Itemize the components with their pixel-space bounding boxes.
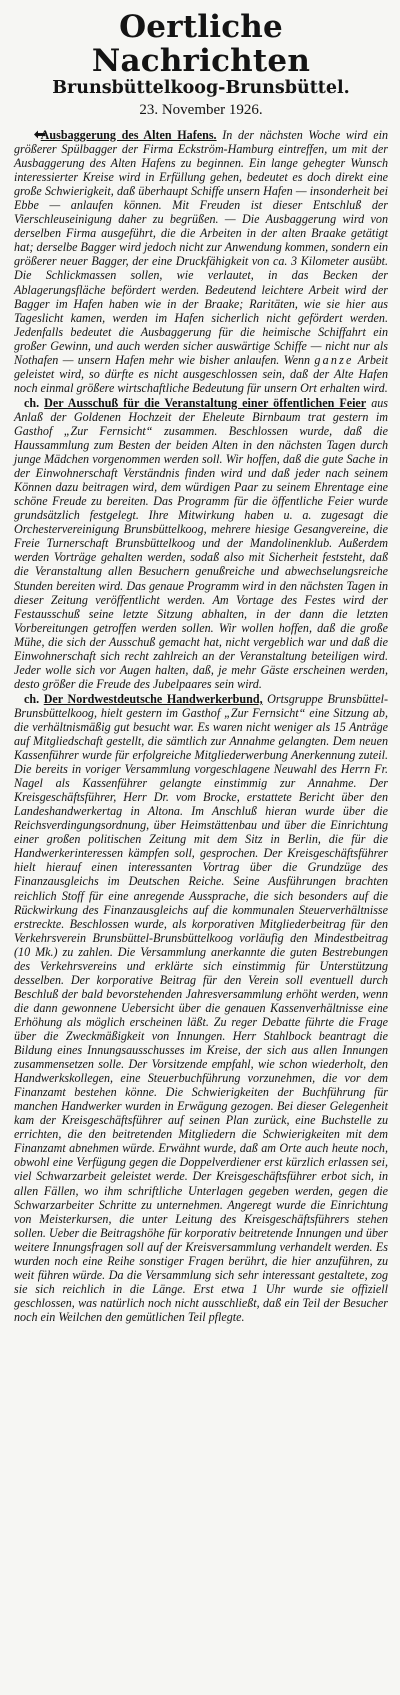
article-craftsmen-federation: [14, 692, 388, 1324]
article-headline: Der Ausschuß für die Veranstaltung einer öffentlichen Feier: [44, 395, 367, 410]
article-column: [14, 128, 388, 1324]
article-text: Arbeit geleistet wird, so dürfte es nicht ausgeschlossen sein, daß der Alte Hafen noch einmal größere wirtschaftliche Bedeutung für unsern Ort erhalten wird.: [14, 352, 388, 395]
article-headline: Ausbaggerung des Alten Hafens.: [40, 128, 217, 142]
article-source-mark: ch.: [24, 691, 40, 706]
article-harbor-dredging: [14, 128, 388, 395]
article-source-mark: ch.: [24, 395, 40, 410]
dateline: 23. November 1926.: [139, 102, 263, 118]
section-subtitle: Brunsbüttelkoog-Brunsbüttel.: [52, 78, 350, 98]
article-golden-wedding-committee: [14, 396, 388, 691]
article-text: Ortsgruppe Brunsbüttel-Brunsbüttelkoog, hielt gestern im Gasthof „Zur Fernsicht“ eine Sitzung ab, die verhältnismäßig gut besucht war. Es waren nicht weniger als 15 Anträge auf Mitgliedschaft gestellt, die sämtlich zur Annahme gelangten. Dem neuen Kassenführer wurde für erfolgreiche Mitgliederwerbung Anerkennung zuteil. Die bereits in voriger Versammlung vorgeschlagene Neuwahl des Herrn Fr. Nagel als Kassenführer gelangte einstimmig zur Annahme. Der Kreisgeschäftsführer, Herr Dr. vom Brocke, erstattete Bericht über den Landeshandwerkertag in Altona. Im Anschluß hieran wurde über die Reichsverdingungsordnung, über Heimstättenbau und über die Einrichtung einer großen politischen Zeitung mit dem Sitz in Berlin, die für die Handwerkerinteressen kämpfen soll, gesprochen. Der Kreisgeschäftsführer hielt hierauf einen interessanten Vortrag über die Grundzüge des Finanzausgleichs im Deutschen Reiche. Seine Ausführungen brachten reichlich Stoff für eine anregende Aussprache, die sich besonders auf die Rückwirkung des Finanzausgleichs auf die kommunalen Steuerverhältnisse erstreckte. Beschlossen wurde, als korporativen Mitgliederbeitrag für den Verkehrsverein Brunsbüttel-Brunsbüttelkoog vorläufig den Mindestbeitrag (10 Mk.) zu zahlen. Die Versammlung anerkannte die guten Bestrebungen des Verkehrsvereins und erklärte sich einstimmig für Unterstützung desselben. Der korporative Beitrag für den Verein soll eventuell durch Beschluß der bald bevorstehenden Jahresversammlung erhöht werden, wenn die dann gewonnene Uebersicht über die genauen Kassenverhältnisse eine Erhöhung als möglich erscheinen läßt. Zu reger Debatte führte die Frage über die Zweckmäßigkeit von Innungen. Herr Stahlbock beantragt die Bildung eines Innungsausschusses im Kreise, der sich aus allen Innungen zusammensetzen solle. Der Vorsitzende empfahl, wie schon wiederholt, den Handwerkskollegen, eine Steuerbuchführung vorzunehmen, die vor dem Finanzamt bestehen könne. Die Schwierigkeiten der Buchführung für manchen Handwerker wurden in Erwägung gezogen. Bei dieser Gelegenheit kam der Kreisgeschäftsführer auf seinen Plan zurück, eine Buchstelle zu errichten, die den beitretenden Mitgliedern die Schwierigkeiten mit dem Finanzamt abnehmen würde. Erwähnt wurde, daß am Orte auch heute noch, obwohl eine Verfügung gegen die Doppelverdiener erst kürzlich erlassen sei, viel Schwarzarbeit geleistet werde. Der Kreisgeschäftsführer erbot sich, in allen Fällen, wo ihm schriftliche Unterlagen gegeben werden, gegen die Schwarzarbeiter Schritte zu unternehmen. Angeregt wurde die Einrichtung von Meisterkursen, die unter Leitung des Kreisgeschäftsführers stehen sollen. Ueber die Beitragshöhe für korporativ beitretende Innungen und über weitere Innungsfragen soll auf der Kreisversammlung verhandelt werden. Es wurden noch eine Reihe sonstiger Fragen berührt, die hier anzuführen, zu weit führen würde. Da die Versammlung sich sehr interessant gestaltete, zog sie sich reichlich in die Länge. Erst etwa 1 Uhr wurde sie offiziell geschlossen, was natürlich noch nicht ausschließt, daß ein Teil der Besucher noch ein Weilchen den gemütlichen Teil pflegte.: [14, 691, 388, 1324]
article-emphasis: ganze: [314, 352, 354, 367]
article-headline: Der Nordwestdeutsche Handwerkerbund,: [43, 691, 263, 706]
diamond-arrow-icon: [24, 128, 35, 137]
article-text: aus Anlaß der Goldenen Hochzeit der Eheleute Birnbaum trat gestern im Gasthof „Zur Fernsicht“ zusammen. Beschlossen wurde, daß die Haussammlung zum Besten der beiden Alten in den nächsten Tagen durch junge Mädchen vorgenommen werden soll. Wir hoffen, daß die gute Sache in der Einwohnerschaft Verständnis finden wird und daß jeder nach seinem Können dazu beitragen wird, dem würdigen Paar zu seinem Ehrentage eine schöne Freude zu bereiten. Das Programm für die öffentliche Feier wurde grundsätzlich festgelegt. Ihre Mitwirkung haben u. a. zugesagt die Orchestervereinigung Brunsbüttelkoog, mehrere hiesige Gesangvereine, die Freie Turnerschaft Brunsbüttelkoog und der Mandolinenklub. Außerdem werden Vorträge gehalten werden, sodaß also mit Sicherheit feststeht, daß die Veranstaltung allen Besuchern genußreiche und abwechselungsreiche Stunden bereiten wird. Das genaue Programm wird in den nächsten Tagen in dieser Zeitung veröffentlicht werden. Am Vortage des Festes wird der Festausschuß seine letzte Sitzung abhalten, in der dann die letzten Vorbereitungen getroffen werden sollen. Wir wollen hoffen, daß die große Mühe, die sich der Ausschuß gemacht hat, nicht vergeblich war und daß die Einwohnerschaft sich recht zahlreich an der Veranstaltung beteiligen wird. Jeder wolle sich vor Augen halten, daß, je mehr Gäste erscheinen werden, desto größer die Freude des Jubelpaares sein wird.: [14, 395, 389, 691]
section-title: Oertliche Nachrichten: [91, 9, 311, 79]
article-text: In der nächsten Woche wird ein größerer Spülbagger der Firma Eckström-Hamburg eintreffen, um mit der Ausbaggerung des Alten Hafens zu beginnen. Ein lange gehegter Wunsch interessierter Kreise wird in Erfüllung gehen, bedeutet es doch direkt eine große Schwierigkeit, daß überhaupt Schiffe unsern Hafen — insonderheit bei Ebbe — anlaufen können. Mit Freuden ist dieser Entschluß der Vierschleuseinigung daher zu begrüßen. — Die Ausbaggerung wird von derselben Firma ausgeführt, die die Arbeiten in der alten Braake getätigt hat; derselbe Bagger wird jedoch nicht zur Anwendung kommen, sondern ein größerer neuer Bagger, der eine Druckfähigkeit von ca. 3 Kilometer ausübt. Die Schlickmassen sollen, wie verlautet, in das Becken der Ablagerungsfläche befördert werden. Bedeutend leichtere Arbeit wird der Bagger im Hafen haben wie in der Braake; Raritäten, wie sie hier aus Tageslicht kamen, werden im Hafen sicherlich nicht gefördert werden. Jedenfalls bedeutet die Ausbaggerung für die heimische Schiffahrt ein großer Gewinn, und auch werden sicher auswärtige Schiffe — nicht nur als Nothafen — unsern Hafen mehr wie bisher anlaufen. Wenn: [14, 128, 389, 367]
